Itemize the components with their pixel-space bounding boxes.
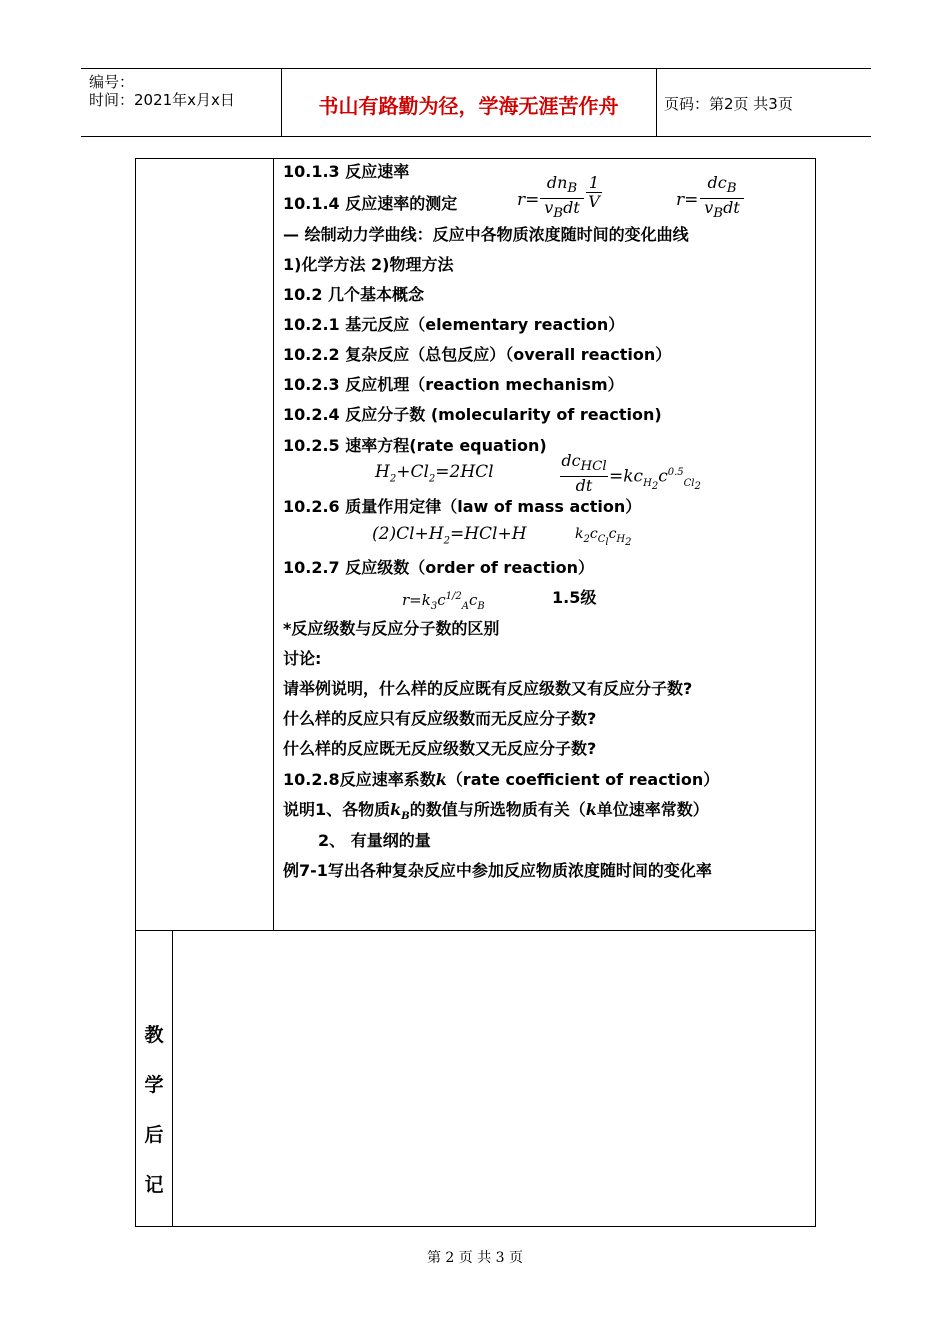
side-label-char-2: 学 [144,1074,164,1096]
line-methods: 1)化学方法 2)物理方法 [283,255,454,274]
line-explanation [283,800,709,827]
table-left-border [135,158,136,1226]
table-right-border [815,158,816,1226]
question-2: 什么样的反应只有反应级数而无反应分子数? [283,709,597,728]
line-discussion: 讨论: [283,649,322,668]
line-10-2-3: 10.2.3 反应机理（reaction mechanism） [283,375,624,394]
line-10-2-8-english: （rate coefficient of reaction） [446,770,720,789]
time-label: 时间：2021年x月x日 [89,91,235,109]
page-footer: 第 2 页 共 3 页 [426,1250,524,1266]
line-10-2: 10.2 几个基本概念 [283,285,425,304]
line-10-2-6: 10.2.6 质量作用定律（law of mass action） [283,497,642,516]
line-10-2-8-text: 10.2.8反应速率系数 [283,770,436,789]
line-10-1-3: 10.1.3 反应速率 [283,162,410,181]
code-label: 编号： [89,73,135,91]
table-col-divider-bottom [172,930,173,1226]
table-col-divider-top [273,158,274,930]
table-bottom-border [135,1226,816,1227]
side-label-char-3: 后 [144,1124,164,1146]
line-kinetic-curve: — 绘制动力学曲线：反应中各物质浓度随时间的变化曲线 [283,225,689,244]
kb-symbol: $k_B$ [390,800,410,823]
motto: 书山有路勤为径，学海无涯苦作舟 [318,94,619,118]
line-10-2-4: 10.2.4 反应分子数 (molecularity of reaction) [283,405,662,424]
line-10-2-8 [283,770,719,790]
side-label-char-4: 记 [144,1174,164,1196]
line-example: 例7-1写出各种复杂反应中参加反应物质浓度随时间的变化率 [283,861,712,880]
explanation-part-2: 的数值与所选物质有关（ [409,800,586,819]
line-10-2-1: 10.2.1 基元反应（elementary reaction） [283,315,625,334]
table-mid-border [135,930,816,931]
side-label-char-1: 教 [144,1024,164,1046]
page-label: 页码：第2页 共3页 [664,95,793,113]
header-bottom-rule [81,136,871,137]
line-10-2-5: 10.2.5 速率方程(rate equation) [283,436,547,455]
explanation-part-3: 单位速率常数） [596,800,709,819]
header-divider-right [656,68,657,136]
header-top-rule [81,68,871,69]
line-10-2-7: 10.2.7 反应级数（order of reaction） [283,558,594,577]
explanation-part-1: 说明1、各物质 [283,800,391,819]
k-symbol-2: k [585,800,597,819]
line-dimension: 2、 有量纲的量 [318,831,431,850]
question-1: 请举例说明，什么样的反应既有反应级数又有反应分子数? [283,679,693,698]
line-difference: *反应级数与反应分子数的区别 [283,619,500,638]
question-3: 什么样的反应既无反应级数又无反应分子数? [283,739,597,758]
order-value: 1.5级 [552,588,597,607]
line-10-1-4: 10.1.4 反应速率的测定 [283,194,458,213]
document-header [81,68,871,136]
line-10-2-2: 10.2.2 复杂反应（总包反应）（overall reaction） [283,345,672,364]
k-symbol: k [435,770,447,789]
table-top-border [135,158,816,159]
